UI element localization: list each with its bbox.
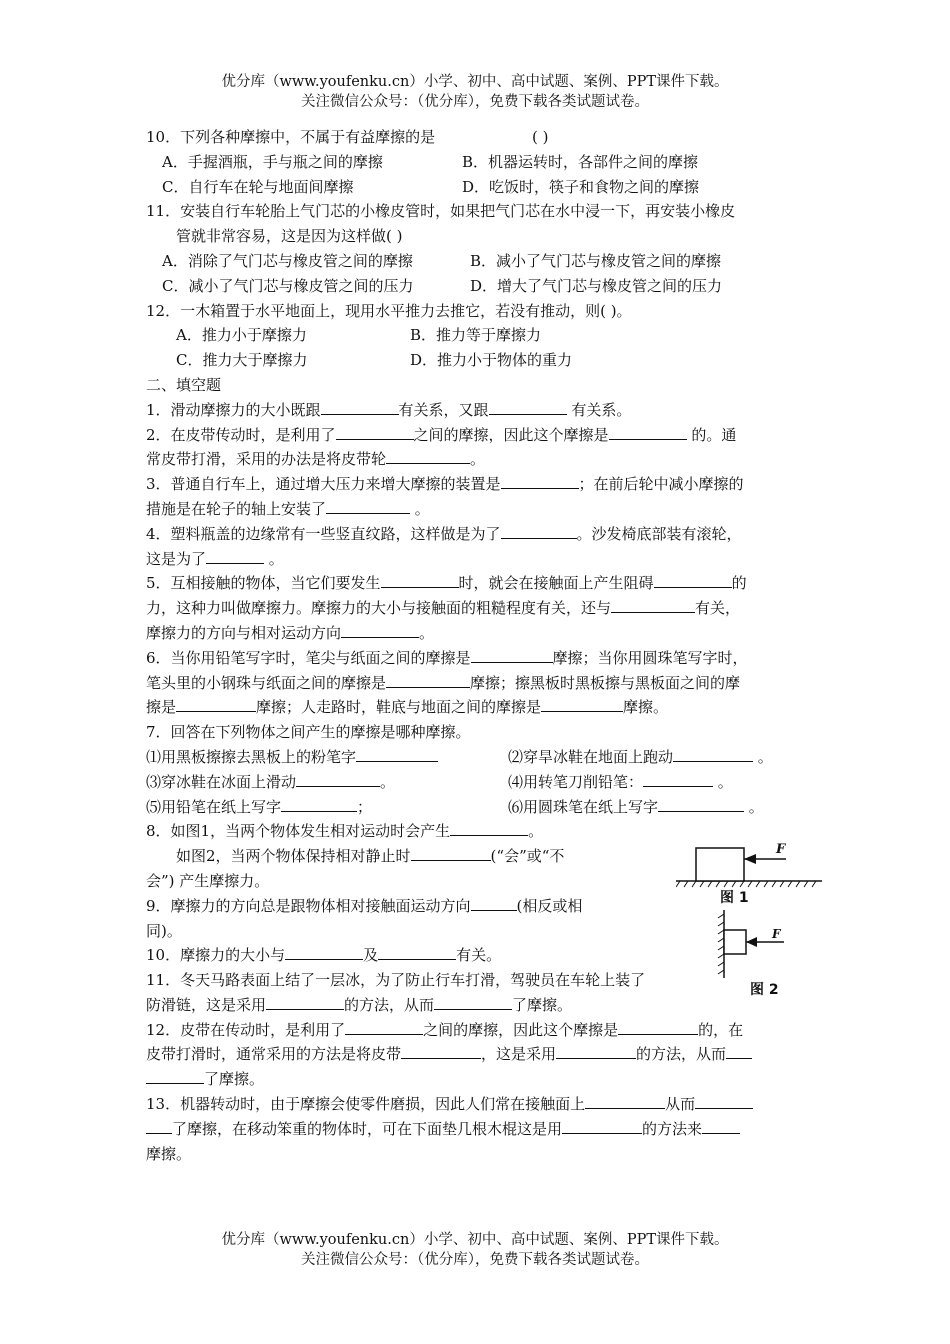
answer-blank[interactable] [356,745,438,762]
answer-blank[interactable] [501,472,579,489]
fill-q6-cont-2: 擦是 摩擦；人走路时，鞋底与地面之间的摩擦是 摩擦。 [146,695,808,720]
answer-blank[interactable] [556,1042,636,1059]
fill-q12-cont-1: 皮带打滑时，通常采用的方法是将皮带 ，这是采用 的方法，从而 [146,1042,808,1067]
fill-q4: 4．塑料瓶盖的边缘常有一些竖直纹路，这样做是为了 。沙发椅底部装有滚轮， [146,522,808,547]
answer-blank[interactable] [562,1117,642,1134]
fill-q5: 5．互相接触的物体，当它们要发生 时，就会在接触面上产生阻碍 的 [146,571,808,596]
q10-option-c: C．自行车在轮与地面间摩擦 [162,177,354,196]
q12-option-d: D．推力小于物体的重力 [410,351,573,370]
answer-blank[interactable] [501,522,577,539]
figure-2-diagram [718,910,784,978]
answer-blank[interactable] [296,770,380,787]
answer-blank[interactable] [643,770,713,787]
answer-blank[interactable] [281,795,357,812]
answer-blank[interactable] [336,423,414,440]
figure-2-force-label: F [772,927,781,941]
fill-q9: 9．摩擦力的方向总是跟物体相对接触面运动方向 (相反或相 [146,894,808,919]
answer-blank[interactable] [266,993,344,1010]
answer-blank[interactable] [345,1018,423,1035]
figure-1-caption: 图 1 [720,890,749,906]
q10-stem: 10．下列各种摩擦中，不属于有益摩擦的是 ( ) [146,125,808,150]
fill-q10: 10．摩擦力的大小与 及 有关。 [146,943,808,968]
fill-q5-cont-1: 力，这种力叫做摩擦力。摩擦力的大小与接触面的粗糙程度有关，还与 有关， [146,596,808,621]
fill-q12: 12．皮带在传动时，是利用了 之间的摩擦，因此这个摩擦是 的，在 [146,1018,808,1043]
block-1 [696,848,744,881]
answer-blank[interactable] [471,646,553,663]
q11-option-d: D．增大了气门芯与橡皮管之间的压力 [470,276,723,295]
header-line-1: 优分库（www.youfenku.cn）小学、初中、高中试题、案例、PPT课件下载。 [221,74,729,90]
q11-stem-2: 管就非常容易，这是因为这样做( ) [176,227,403,246]
answer-blank[interactable] [726,1042,752,1059]
fill-q7-row-3: ⑸用铅笔在纸上写字 ； ⑹用圆珠笔在纸上写字 。 [146,795,808,820]
answer-blank[interactable] [146,1117,172,1134]
fill-q2: 2．在皮带传动时，是利用了 之间的摩擦，因此这个摩擦是 的。通 [146,423,808,448]
answer-blank[interactable] [450,819,528,836]
fill-q6-cont-1: 笔头里的小钢珠与纸面之间的摩擦是 摩擦；擦黑板时黑板擦与黑板面之间的摩 [146,671,808,696]
force-arrow-icon [746,937,757,947]
q12-stem: 12．一木箱置于水平地面上，现用水平推力去推它，若没有推动，则( )。 [146,301,632,320]
q12-options-row-1 [146,323,808,348]
answer-blank[interactable] [411,844,491,861]
fill-q11: 11．冬天马路表面上结了一层冰，为了防止行车打滑，驾驶员在车轮上装了 [146,971,646,990]
footer-line-1: 优分库（www.youfenku.cn）小学、初中、高中试题、案例、PPT课件下载。 [221,1232,729,1248]
answer-blank[interactable] [702,1117,740,1134]
fill-q3-cont: 措施是在轮子的轴上安装了 。 [146,497,808,522]
fill-q8-cont-1: 如图2，当两个物体保持相对静止时 (“会”或“不 [146,844,808,869]
fill-q12-cont-2: 了摩擦。 [146,1067,808,1092]
fill-q7-stem: 7．回答在下列物体之间产生的摩擦是哪种摩擦。 [146,723,471,742]
fill-q9-cont: 同)。 [146,921,182,940]
answer-blank[interactable] [654,571,732,588]
q11-options-row-1 [146,249,808,274]
answer-blank[interactable] [386,671,470,688]
answer-blank[interactable] [658,795,744,812]
q11-stem-1: 11．安装自行车轮胎上气门芯的小橡皮管时，如果把气门芯在水中浸一下，再安装小橡皮 [146,202,736,221]
answer-blank[interactable] [695,1092,753,1109]
block-2 [724,930,746,954]
answer-blank[interactable] [673,745,753,762]
fill-q11-cont: 防滑链，这是采用 的方法，从而 了摩擦。 [146,993,808,1018]
fill-q6: 6．当你用铅笔写字时，笔尖与纸面之间的摩擦是 摩擦；当你用圆珠笔写字时， [146,646,808,671]
fill-q13-cont-1: 了摩擦，在移动笨重的物体时，可在下面垫几根木棍这是用 的方法来 [146,1117,808,1142]
figure-2-caption: 图 2 [750,982,779,998]
q10-option-d: D．吃饭时，筷子和食物之间的摩擦 [462,177,700,196]
q10-option-a: A．手握酒瓶，手与瓶之间的摩擦 [162,152,383,171]
fill-q4-cont: 这是为了 。 [146,547,808,572]
answer-blank[interactable] [321,398,399,415]
fill-q2-cont: 常皮带打滑，采用的办法是将皮带轮 。 [146,447,808,472]
answer-blank[interactable] [585,1092,665,1109]
answer-blank[interactable] [489,398,567,415]
answer-blank[interactable] [434,993,512,1010]
fill-q1: 1．滑动摩擦力的大小既跟 有关系，又跟 有关系。 [146,398,808,423]
answer-blank[interactable] [618,1018,698,1035]
page-footer [0,1230,950,1270]
force-arrow-icon [744,854,756,864]
answer-blank[interactable] [326,497,410,514]
answer-blank[interactable] [146,1067,204,1084]
figure-1-diagram [676,848,822,887]
answer-blank[interactable] [341,621,419,638]
fill-q13: 13．机器转动时，由于摩擦会使零件磨损，因此人们常在接触面上 从而 [146,1092,808,1117]
fill-q3: 3．普通自行车上，通过增大压力来增大摩擦的装置是 ；在前后轮中减小摩擦的 [146,472,808,497]
fill-q13-cont-2: 摩擦。 [146,1144,192,1163]
header-line-2: 关注微信公众号：（优分库），免费下载各类试题试卷。 [301,94,649,110]
fill-q8-cont-2: 会”) 产生摩擦力。 [146,871,270,890]
fill-q5-cont-2: 摩擦力的方向与相对运动方向 。 [146,621,808,646]
q10-answer-bracket: ( ) [532,128,549,146]
q11-option-a: A．消除了气门芯与橡皮管之间的摩擦 [162,251,413,270]
figure-1-force-label: F [776,842,786,857]
fill-q7-row-1: ⑴用黑板擦擦去黑板上的粉笔字 ⑵穿旱冰鞋在地面上跑动 。 [146,745,808,770]
answer-blank[interactable] [471,894,517,911]
answer-blank[interactable] [541,695,623,712]
q11-options-row-2 [146,274,808,299]
answer-blank[interactable] [206,547,264,564]
q12-option-b: B．推力等于摩擦力 [410,326,542,345]
page-header [0,72,950,112]
q12-option-c: C．推力大于摩擦力 [176,351,308,370]
answer-blank[interactable] [285,943,363,960]
exam-content [146,125,808,1166]
fill-q7-row-2: ⑶穿冰鞋在冰面上滑动 。 ⑷用转笔刀削铅笔： 。 [146,770,808,795]
section-title: 二、填空题 [146,375,222,394]
q10-options-row-1 [146,150,808,175]
q11-option-c: C．减小了气门芯与橡皮管之间的压力 [162,276,414,295]
footer-line-2: 关注微信公众号：（优分库），免费下载各类试题试卷。 [301,1252,649,1268]
answer-blank[interactable] [386,447,470,464]
q12-options-row-2 [146,348,808,373]
q10-option-b: B．机器运转时，各部件之间的摩擦 [462,152,699,171]
q12-option-a: A．推力小于摩擦力 [176,326,307,345]
q11-option-b: B．减小了气门芯与橡皮管之间的摩擦 [470,251,722,270]
answer-blank[interactable] [611,596,695,613]
friction-figures [676,838,822,998]
answer-blank[interactable] [401,1042,481,1059]
answer-blank[interactable] [176,695,256,712]
fill-q8: 8．如图1，当两个物体发生相对运动时会产生 。 [146,819,808,844]
figures [676,838,822,998]
answer-blank[interactable] [378,943,456,960]
answer-blank[interactable] [381,571,459,588]
q10-options-row-2 [146,175,808,200]
answer-blank[interactable] [609,423,687,440]
